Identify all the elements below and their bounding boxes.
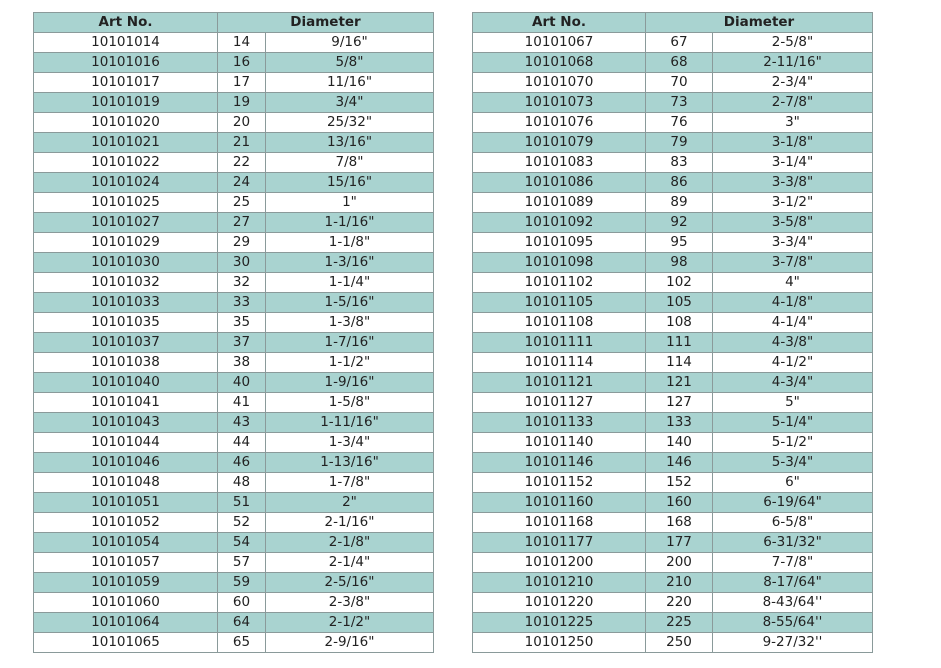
- art-no-cell: 10101040: [34, 373, 218, 393]
- diameter-mm-cell: 86: [646, 173, 713, 193]
- diameter-inch-cell: 5-3/4": [713, 453, 873, 473]
- table-row: [34, 613, 434, 633]
- table-row: [473, 333, 873, 353]
- diameter-mm-cell: 46: [218, 453, 266, 473]
- art-no-cell: 10101029: [34, 233, 218, 253]
- table-row: [473, 573, 873, 593]
- diameter-mm-cell: 52: [218, 513, 266, 533]
- table-row: [34, 253, 434, 273]
- art-no-cell: 10101048: [34, 473, 218, 493]
- art-no-cell: 10101025: [34, 193, 218, 213]
- table-row: [34, 393, 434, 413]
- table-row: [34, 153, 434, 173]
- art-no-cell: 10101041: [34, 393, 218, 413]
- table-row: [34, 513, 434, 533]
- table-row: [34, 233, 434, 253]
- diameter-inch-cell: 2-7/8": [713, 93, 873, 113]
- table-row: [473, 173, 873, 193]
- diameter-inch-cell: 4-3/8": [713, 333, 873, 353]
- art-no-cell: 10101043: [34, 413, 218, 433]
- diameter-mm-cell: 89: [646, 193, 713, 213]
- diameter-inch-cell: 8-17/64": [713, 573, 873, 593]
- art-no-cell: 10101086: [473, 173, 646, 193]
- diameter-mm-cell: 95: [646, 233, 713, 253]
- table-row: [34, 293, 434, 313]
- diameter-header: Diameter: [218, 13, 434, 33]
- table-row: [34, 453, 434, 473]
- diameter-mm-cell: 65: [218, 633, 266, 653]
- table-row: [34, 373, 434, 393]
- diameter-mm-cell: 54: [218, 533, 266, 553]
- diameter-inch-cell: 3-1/4": [713, 153, 873, 173]
- art-no-cell: 10101105: [473, 293, 646, 313]
- table-row: [34, 633, 434, 653]
- diameter-inch-cell: 5-1/4": [713, 413, 873, 433]
- diameter-mm-cell: 133: [646, 413, 713, 433]
- table-row: [473, 533, 873, 553]
- diameter-inch-cell: 6-19/64": [713, 493, 873, 513]
- diameter-inch-cell: 2-1/16": [266, 513, 434, 533]
- table-row: [34, 33, 434, 53]
- diameter-inch-cell: 1-5/16": [266, 293, 434, 313]
- diameter-inch-cell: 13/16": [266, 133, 434, 153]
- art-no-cell: 10101021: [34, 133, 218, 153]
- diameter-inch-cell: 11/16": [266, 73, 434, 93]
- diameter-inch-cell: 2-3/4": [713, 73, 873, 93]
- table-row: [473, 393, 873, 413]
- art-no-cell: 10101016: [34, 53, 218, 73]
- art-no-cell: 10101152: [473, 473, 646, 493]
- diameter-inch-cell: 3-3/4": [713, 233, 873, 253]
- table-row: [34, 173, 434, 193]
- diameter-inch-cell: 3-3/8": [713, 173, 873, 193]
- table-row: [473, 493, 873, 513]
- diameter-mm-cell: 160: [646, 493, 713, 513]
- art-no-cell: 10101098: [473, 253, 646, 273]
- table-row: [34, 573, 434, 593]
- art-no-cell: 10101114: [473, 353, 646, 373]
- table-row: [473, 553, 873, 573]
- art-no-cell: 10101033: [34, 293, 218, 313]
- table-row: [473, 633, 873, 653]
- art-no-cell: 10101133: [473, 413, 646, 433]
- table-row: [34, 593, 434, 613]
- diameter-inch-cell: 3-1/2": [713, 193, 873, 213]
- table-row: [473, 53, 873, 73]
- diameter-inch-cell: 1-9/16": [266, 373, 434, 393]
- diameter-mm-cell: 25: [218, 193, 266, 213]
- diameter-inch-cell: 5/8": [266, 53, 434, 73]
- diameter-inch-cell: 2-1/8": [266, 533, 434, 553]
- table-row: [34, 313, 434, 333]
- diameter-mm-cell: 33: [218, 293, 266, 313]
- art-no-cell: 10101024: [34, 173, 218, 193]
- header-row: [34, 13, 434, 33]
- table-row: [473, 453, 873, 473]
- table-row: [34, 493, 434, 513]
- diameter-mm-cell: 51: [218, 493, 266, 513]
- art-no-cell: 10101095: [473, 233, 646, 253]
- diameter-mm-cell: 73: [646, 93, 713, 113]
- diameter-inch-cell: 3/4": [266, 93, 434, 113]
- art-no-cell: 10101250: [473, 633, 646, 653]
- diameter-mm-cell: 24: [218, 173, 266, 193]
- art-no-cell: 10101030: [34, 253, 218, 273]
- diameter-inch-cell: 1-3/8": [266, 313, 434, 333]
- table-row: [473, 133, 873, 153]
- diameter-inch-cell: 2": [266, 493, 434, 513]
- diameter-inch-cell: 6-31/32": [713, 533, 873, 553]
- diameter-inch-cell: 4": [713, 273, 873, 293]
- diameter-mm-cell: 41: [218, 393, 266, 413]
- diameter-mm-cell: 64: [218, 613, 266, 633]
- diameter-mm-cell: 140: [646, 433, 713, 453]
- art-no-cell: 10101059: [34, 573, 218, 593]
- diameter-mm-cell: 108: [646, 313, 713, 333]
- diameter-mm-cell: 21: [218, 133, 266, 153]
- art-no-cell: 10101052: [34, 513, 218, 533]
- art-no-cell: 10101108: [473, 313, 646, 333]
- diameter-mm-cell: 48: [218, 473, 266, 493]
- table-row: [473, 233, 873, 253]
- art-no-cell: 10101051: [34, 493, 218, 513]
- art-no-cell: 10101054: [34, 533, 218, 553]
- diameter-mm-cell: 57: [218, 553, 266, 573]
- art-no-cell: 10101046: [34, 453, 218, 473]
- art-no-cell: 10101111: [473, 333, 646, 353]
- art-no-cell: 10101027: [34, 213, 218, 233]
- diameter-mm-cell: 17: [218, 73, 266, 93]
- table-row: [34, 413, 434, 433]
- art-no-cell: 10101121: [473, 373, 646, 393]
- table-row: [473, 373, 873, 393]
- diameter-inch-cell: 8-43/64'': [713, 593, 873, 613]
- diameter-mm-cell: 27: [218, 213, 266, 233]
- art-no-cell: 10101083: [473, 153, 646, 173]
- diameter-mm-cell: 105: [646, 293, 713, 313]
- art-no-cell: 10101102: [473, 273, 646, 293]
- diameter-mm-cell: 70: [646, 73, 713, 93]
- art-no-cell: 10101092: [473, 213, 646, 233]
- table-row: [473, 593, 873, 613]
- size-table-left: [33, 12, 434, 653]
- diameter-inch-cell: 1-11/16": [266, 413, 434, 433]
- diameter-inch-cell: 4-1/4": [713, 313, 873, 333]
- diameter-inch-cell: 15/16": [266, 173, 434, 193]
- diameter-mm-cell: 168: [646, 513, 713, 533]
- diameter-mm-cell: 68: [646, 53, 713, 73]
- diameter-mm-cell: 79: [646, 133, 713, 153]
- art-no-cell: 10101210: [473, 573, 646, 593]
- diameter-mm-cell: 210: [646, 573, 713, 593]
- art-no-cell: 10101044: [34, 433, 218, 453]
- diameter-inch-cell: 4-1/8": [713, 293, 873, 313]
- size-table-right: [472, 12, 873, 653]
- art-no-cell: 10101070: [473, 73, 646, 93]
- table-row: [34, 273, 434, 293]
- table-row: [473, 193, 873, 213]
- diameter-inch-cell: 7/8": [266, 153, 434, 173]
- diameter-mm-cell: 220: [646, 593, 713, 613]
- art-no-cell: 10101146: [473, 453, 646, 473]
- diameter-header: Diameter: [646, 13, 873, 33]
- diameter-mm-cell: 32: [218, 273, 266, 293]
- table-row: [34, 113, 434, 133]
- diameter-mm-cell: 98: [646, 253, 713, 273]
- diameter-mm-cell: 225: [646, 613, 713, 633]
- art-no-cell: 10101079: [473, 133, 646, 153]
- art-no-cell: 10101225: [473, 613, 646, 633]
- diameter-inch-cell: 9/16": [266, 33, 434, 53]
- diameter-inch-cell: 1-3/4": [266, 433, 434, 453]
- diameter-inch-cell: 3": [713, 113, 873, 133]
- diameter-inch-cell: 3-5/8": [713, 213, 873, 233]
- table-row: [34, 553, 434, 573]
- diameter-inch-cell: 2-5/8": [713, 33, 873, 53]
- diameter-mm-cell: 152: [646, 473, 713, 493]
- table-row: [473, 293, 873, 313]
- diameter-inch-cell: 7-7/8": [713, 553, 873, 573]
- table-row: [473, 113, 873, 133]
- diameter-inch-cell: 1-3/16": [266, 253, 434, 273]
- table-body-right: [473, 33, 873, 653]
- diameter-inch-cell: 6": [713, 473, 873, 493]
- art-no-cell: 10101019: [34, 93, 218, 113]
- table-row: [473, 253, 873, 273]
- art-no-cell: 10101014: [34, 33, 218, 53]
- art-no-cell: 10101140: [473, 433, 646, 453]
- diameter-inch-cell: 1": [266, 193, 434, 213]
- table-row: [473, 473, 873, 493]
- table-row: [34, 53, 434, 73]
- art-no-cell: 10101064: [34, 613, 218, 633]
- art-no-cell: 10101068: [473, 53, 646, 73]
- art-no-cell: 10101177: [473, 533, 646, 553]
- diameter-mm-cell: 60: [218, 593, 266, 613]
- table-row: [34, 353, 434, 373]
- art-no-cell: 10101060: [34, 593, 218, 613]
- art-no-cell: 10101038: [34, 353, 218, 373]
- diameter-inch-cell: 8-55/64'': [713, 613, 873, 633]
- diameter-inch-cell: 1-5/8": [266, 393, 434, 413]
- diameter-inch-cell: 6-5/8": [713, 513, 873, 533]
- diameter-mm-cell: 19: [218, 93, 266, 113]
- table-row: [34, 213, 434, 233]
- diameter-inch-cell: 3-7/8": [713, 253, 873, 273]
- art-no-cell: 10101067: [473, 33, 646, 53]
- diameter-inch-cell: 4-3/4": [713, 373, 873, 393]
- art-no-cell: 10101073: [473, 93, 646, 113]
- table-row: [473, 213, 873, 233]
- diameter-mm-cell: 44: [218, 433, 266, 453]
- art-no-cell: 10101022: [34, 153, 218, 173]
- diameter-inch-cell: 1-1/4": [266, 273, 434, 293]
- diameter-mm-cell: 40: [218, 373, 266, 393]
- table-row: [473, 353, 873, 373]
- diameter-mm-cell: 67: [646, 33, 713, 53]
- table-row: [473, 93, 873, 113]
- diameter-inch-cell: 9-27/32'': [713, 633, 873, 653]
- diameter-inch-cell: 1-13/16": [266, 453, 434, 473]
- diameter-mm-cell: 121: [646, 373, 713, 393]
- diameter-inch-cell: 5": [713, 393, 873, 413]
- table-row: [34, 333, 434, 353]
- diameter-mm-cell: 200: [646, 553, 713, 573]
- diameter-mm-cell: 38: [218, 353, 266, 373]
- art-no-cell: 10101089: [473, 193, 646, 213]
- table-row: [34, 193, 434, 213]
- table-row: [34, 133, 434, 153]
- diameter-inch-cell: 2-1/4": [266, 553, 434, 573]
- diameter-mm-cell: 30: [218, 253, 266, 273]
- diameter-mm-cell: 14: [218, 33, 266, 53]
- art-no-cell: 10101057: [34, 553, 218, 573]
- diameter-mm-cell: 177: [646, 533, 713, 553]
- diameter-mm-cell: 111: [646, 333, 713, 353]
- header-row: [473, 13, 873, 33]
- table-row: [34, 533, 434, 553]
- diameter-inch-cell: 2-9/16": [266, 633, 434, 653]
- table-row: [473, 513, 873, 533]
- diameter-mm-cell: 92: [646, 213, 713, 233]
- diameter-mm-cell: 35: [218, 313, 266, 333]
- diameter-inch-cell: 2-5/16": [266, 573, 434, 593]
- table-row: [34, 473, 434, 493]
- art-no-cell: 10101035: [34, 313, 218, 333]
- diameter-inch-cell: 1-1/8": [266, 233, 434, 253]
- diameter-inch-cell: 5-1/2": [713, 433, 873, 453]
- art-no-cell: 10101017: [34, 73, 218, 93]
- diameter-inch-cell: 2-3/8": [266, 593, 434, 613]
- diameter-inch-cell: 1-7/16": [266, 333, 434, 353]
- diameter-mm-cell: 127: [646, 393, 713, 413]
- diameter-inch-cell: 1-1/16": [266, 213, 434, 233]
- table-row: [473, 33, 873, 53]
- table-row: [34, 73, 434, 93]
- diameter-mm-cell: 102: [646, 273, 713, 293]
- diameter-inch-cell: 3-1/8": [713, 133, 873, 153]
- art-no-cell: 10101020: [34, 113, 218, 133]
- table-row: [473, 313, 873, 333]
- table-row: [34, 433, 434, 453]
- diameter-mm-cell: 29: [218, 233, 266, 253]
- table-row: [473, 273, 873, 293]
- art-no-cell: 10101220: [473, 593, 646, 613]
- art-no-cell: 10101065: [34, 633, 218, 653]
- diameter-inch-cell: 2-11/16": [713, 53, 873, 73]
- art-no-header: Art No.: [473, 13, 646, 33]
- diameter-mm-cell: 250: [646, 633, 713, 653]
- diameter-mm-cell: 83: [646, 153, 713, 173]
- diameter-mm-cell: 76: [646, 113, 713, 133]
- table-body-left: [34, 33, 434, 653]
- diameter-inch-cell: 1-1/2": [266, 353, 434, 373]
- diameter-inch-cell: 2-1/2": [266, 613, 434, 633]
- diameter-mm-cell: 146: [646, 453, 713, 473]
- diameter-mm-cell: 59: [218, 573, 266, 593]
- table-row: [473, 433, 873, 453]
- diameter-inch-cell: 4-1/2": [713, 353, 873, 373]
- table-row: [473, 413, 873, 433]
- diameter-inch-cell: 1-7/8": [266, 473, 434, 493]
- diameter-mm-cell: 16: [218, 53, 266, 73]
- art-no-cell: 10101127: [473, 393, 646, 413]
- art-no-cell: 10101037: [34, 333, 218, 353]
- table-row: [34, 93, 434, 113]
- art-no-cell: 10101076: [473, 113, 646, 133]
- diameter-mm-cell: 43: [218, 413, 266, 433]
- diameter-mm-cell: 20: [218, 113, 266, 133]
- diameter-mm-cell: 22: [218, 153, 266, 173]
- art-no-header: Art No.: [34, 13, 218, 33]
- art-no-cell: 10101168: [473, 513, 646, 533]
- art-no-cell: 10101200: [473, 553, 646, 573]
- table-row: [473, 613, 873, 633]
- table-row: [473, 73, 873, 93]
- table-row: [473, 153, 873, 173]
- diameter-inch-cell: 25/32": [266, 113, 434, 133]
- diameter-mm-cell: 114: [646, 353, 713, 373]
- art-no-cell: 10101160: [473, 493, 646, 513]
- art-no-cell: 10101032: [34, 273, 218, 293]
- diameter-mm-cell: 37: [218, 333, 266, 353]
